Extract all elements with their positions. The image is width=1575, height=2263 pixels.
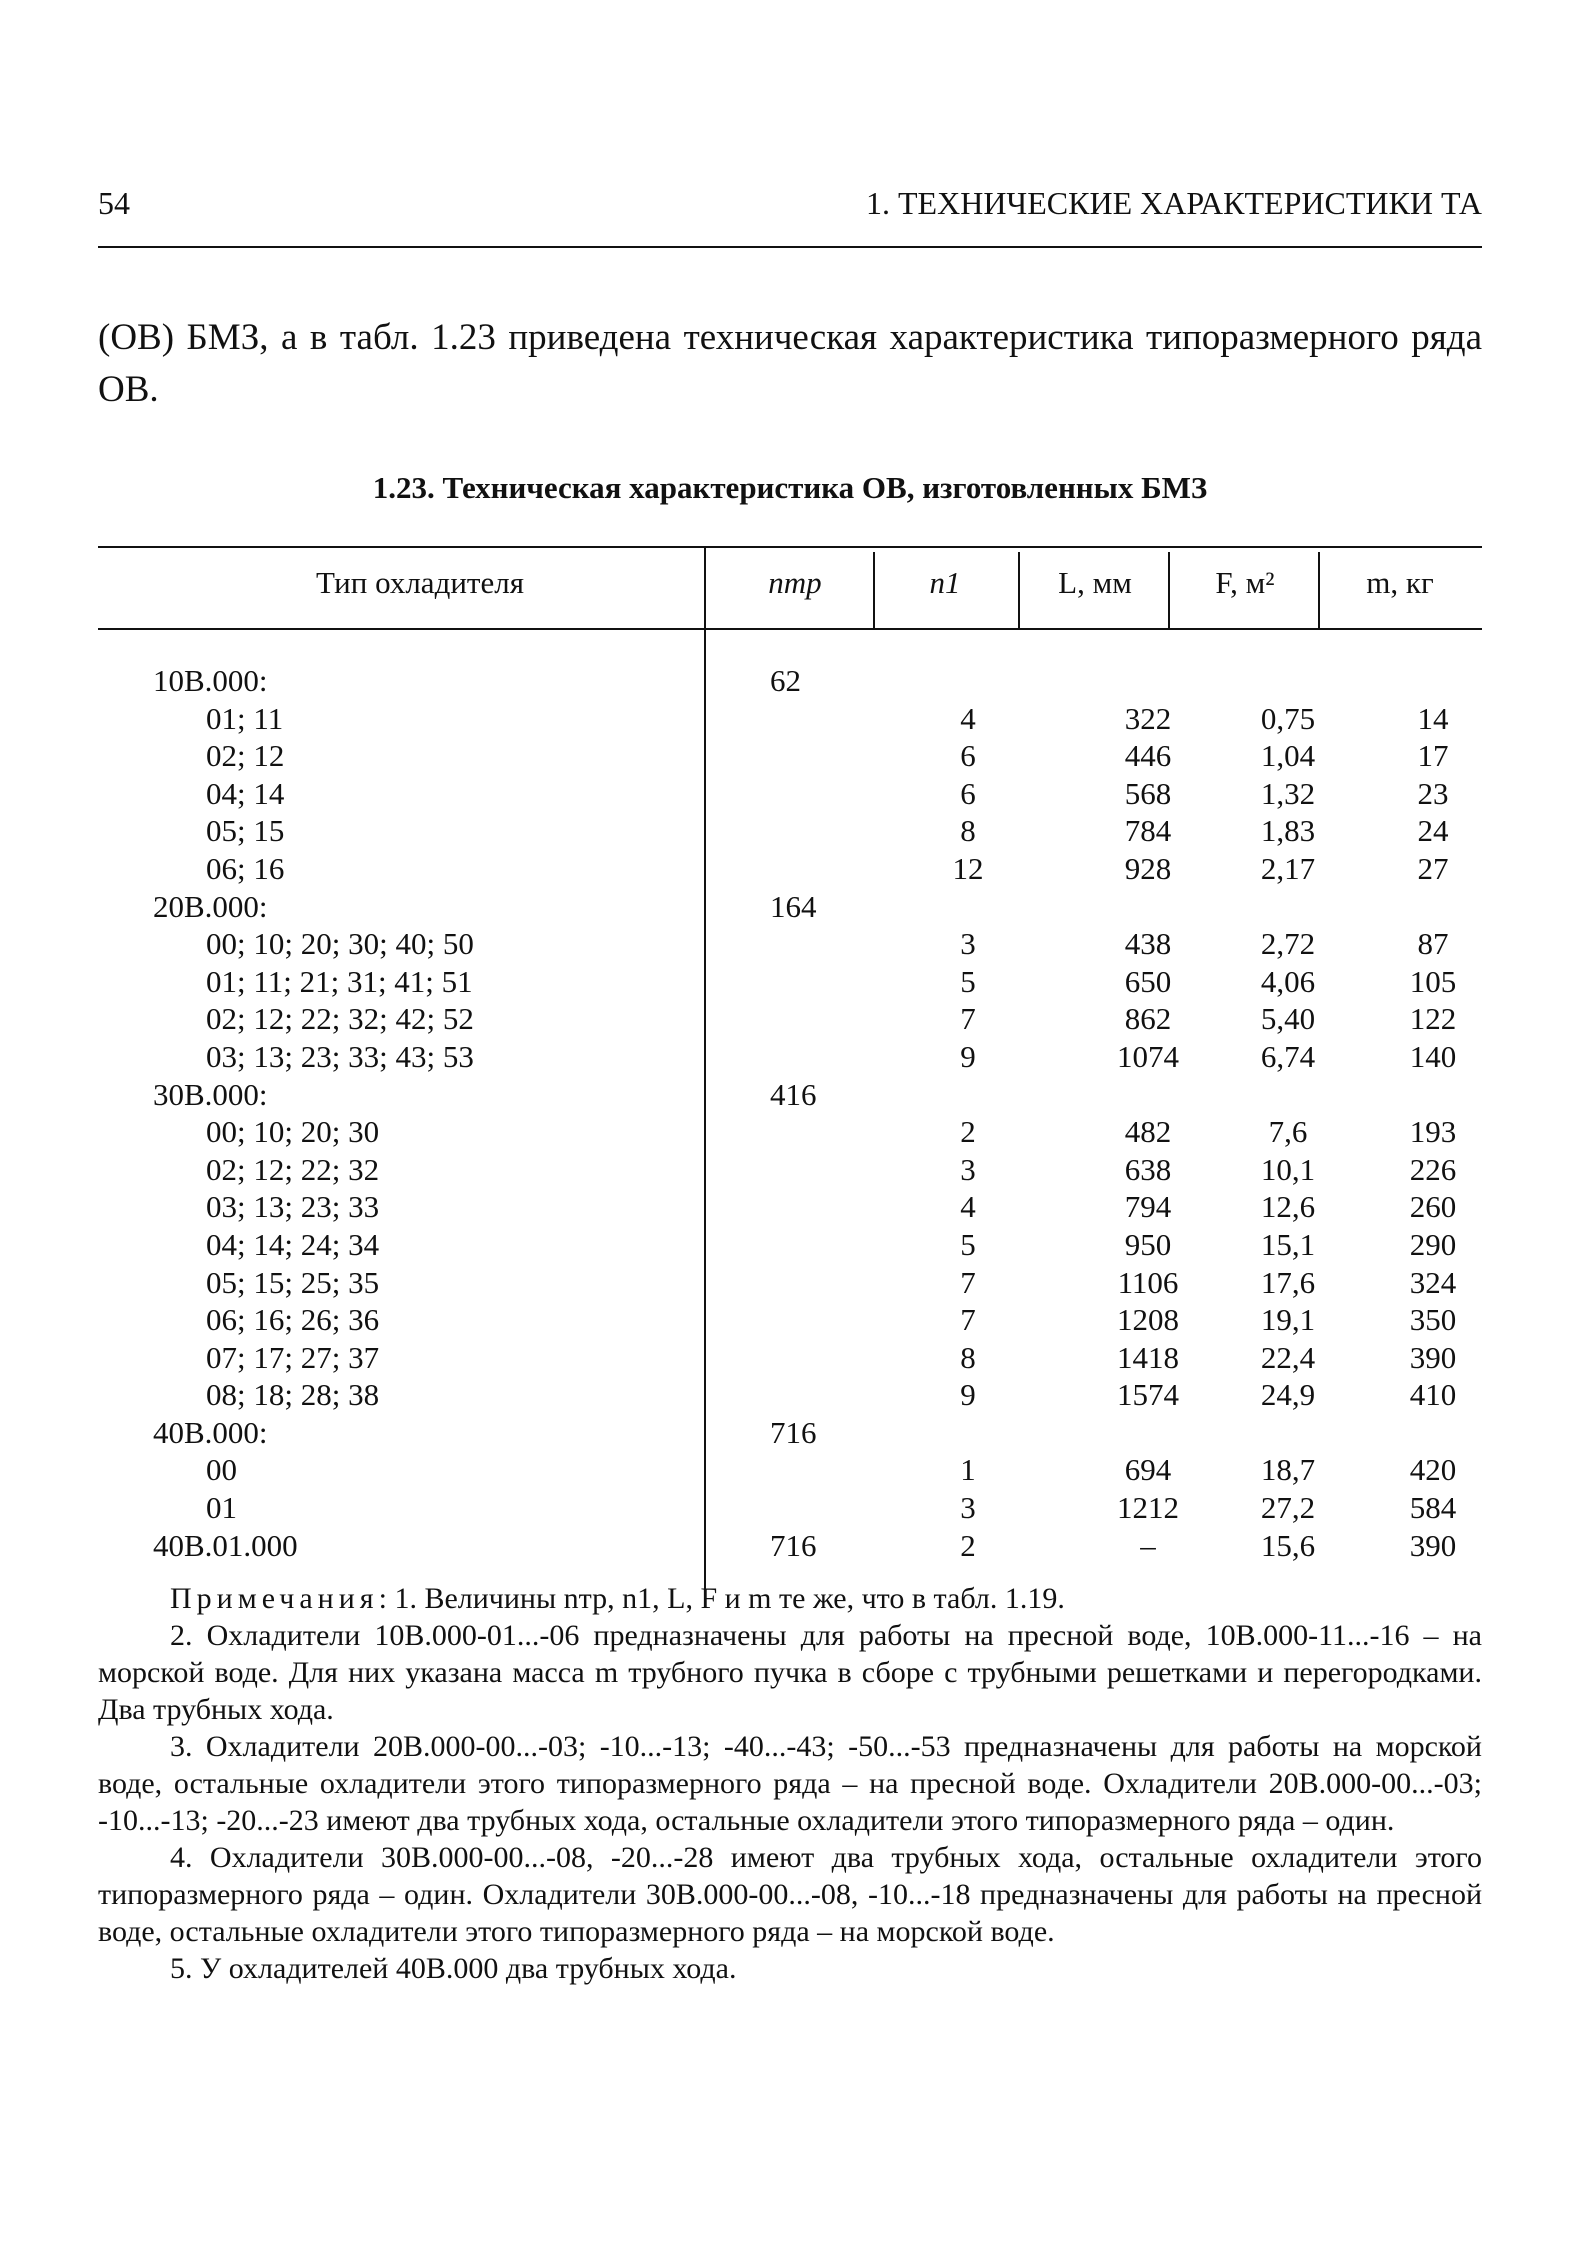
- cell-m: 324: [1409, 1264, 1457, 1300]
- cell-n1: 3: [960, 1490, 976, 1526]
- table-row: [98, 1489, 1482, 1527]
- cell-L: 1212: [1117, 1490, 1179, 1526]
- table-row: [98, 1000, 1482, 1038]
- cell-L: 1208: [1117, 1302, 1179, 1338]
- cell-m: 14: [1417, 700, 1449, 736]
- table-row: [98, 1076, 1482, 1114]
- cell-n1: 6: [960, 775, 976, 811]
- cell-type: 00; 10; 20; 30; 40; 50: [206, 926, 474, 962]
- note-2: 2. Охладители 10В.000-01...-06 предназначены для работы на пресной воде, 10В.000-11...-16 – на морской воде. Для них указана масса m трубного пучка в сборе с трубными решетками и перегородками. Два трубных хода.: [98, 1619, 1482, 1726]
- cell-type: 30В.000:: [153, 1076, 268, 1112]
- cell-F: 12,6: [1260, 1189, 1316, 1225]
- table-row: [98, 700, 1482, 738]
- note-3: 3. Охладители 20В.000-00...-03; -10...-13; -40...-43; -50...-53 предназначены для работы на морской воде, остальные охладители этого типоразмерного ряда – на пресной воде. Охладители 20В.000-00...-03; -10...-13; -20...-23 имеют два трубных хода, остальные охладители этого типоразмерного ряда – один.: [98, 1730, 1482, 1837]
- cell-F: 24,9: [1260, 1377, 1316, 1413]
- cell-type: 00: [206, 1452, 237, 1488]
- cell-type: 04; 14; 24; 34: [206, 1226, 380, 1262]
- table-row: [98, 1301, 1482, 1339]
- table-header-rule: [98, 628, 1482, 630]
- cell-F: 15,6: [1260, 1527, 1316, 1563]
- cell-ntr: 62: [770, 663, 801, 698]
- cell-n1: 2: [960, 1114, 976, 1150]
- cell-n1: 7: [960, 1264, 976, 1300]
- cell-F: 27,2: [1260, 1490, 1316, 1526]
- col-header-F: F, м²: [1215, 565, 1275, 600]
- cell-type: 06; 16; 26; 36: [206, 1302, 380, 1338]
- notes-section: [98, 1580, 1482, 1987]
- cell-m: 226: [1409, 1151, 1457, 1187]
- header-divider: [98, 246, 1482, 248]
- column-separator: [1318, 552, 1320, 628]
- note-4: 4. Охладители 30В.000-00...-08, -20...-28 имеют два трубных хода, остальные охладители этого типоразмерного ряда – один. Охладители 30В.000-00...-08, -10...-18 предназначены для работы на пресной воде, остальные охладители этого типоразмерного ряда – на морской воде.: [98, 1841, 1482, 1948]
- col-header-m: m, кг: [1366, 565, 1434, 600]
- cell-n1: 12: [952, 850, 984, 886]
- cell-F: 22,4: [1260, 1339, 1316, 1375]
- cell-F: 19,1: [1260, 1302, 1316, 1338]
- cell-L: 482: [1124, 1114, 1172, 1150]
- cell-n1: 6: [960, 738, 976, 774]
- cell-type: 06; 16: [206, 850, 285, 886]
- cell-type: 03; 13; 23; 33: [206, 1189, 380, 1225]
- cell-m: 27: [1417, 850, 1449, 886]
- cell-F: 2,17: [1260, 850, 1316, 886]
- cell-L: 1074: [1117, 1038, 1179, 1074]
- cell-m: 350: [1409, 1302, 1457, 1338]
- cell-type: 04; 14: [206, 775, 285, 811]
- table-row: [98, 662, 1482, 700]
- table-row: [98, 775, 1482, 813]
- cell-n1: 3: [960, 926, 976, 962]
- cell-F: 1,83: [1260, 813, 1316, 849]
- cell-type: 02; 12; 22; 32: [206, 1151, 380, 1187]
- cell-L: 1418: [1117, 1339, 1179, 1375]
- cell-F: 17,6: [1260, 1264, 1316, 1300]
- note-1: Примечания: 1. Величины nтр, n1, L, F и m те же, что в табл. 1.19.: [170, 1582, 1065, 1615]
- cell-L: 794: [1124, 1189, 1172, 1225]
- cell-L: 568: [1124, 775, 1172, 811]
- cell-F: 10,1: [1260, 1151, 1316, 1187]
- table-row: [98, 1038, 1482, 1076]
- cell-n1: 4: [960, 1189, 976, 1225]
- cell-L: 950: [1124, 1226, 1172, 1262]
- table-row: [98, 1451, 1482, 1489]
- table-caption: 1.23. Техническая характеристика ОВ, изготовленных БМЗ: [372, 470, 1208, 505]
- cell-F: 18,7: [1260, 1452, 1316, 1488]
- cell-type: 10В.000:: [153, 663, 268, 698]
- cell-n1: 2: [960, 1527, 976, 1563]
- running-title: 1. ТЕХНИЧЕСКИЕ ХАРАКТЕРИСТИКИ ТА: [866, 185, 1482, 221]
- cell-m: 193: [1409, 1114, 1457, 1150]
- cell-L: 1574: [1117, 1377, 1179, 1413]
- page-header: [98, 185, 1482, 222]
- col-header-L: L, мм: [1058, 565, 1132, 600]
- cell-F: 15,1: [1260, 1226, 1316, 1262]
- cell-m: 390: [1409, 1339, 1457, 1375]
- cell-L: 438: [1124, 926, 1172, 962]
- col-header-ntr: [740, 565, 850, 601]
- cell-n1: 5: [960, 1226, 976, 1262]
- col-header-type: Тип охладителя: [316, 565, 524, 600]
- cell-m: 87: [1417, 926, 1449, 962]
- cell-type: 02; 12: [206, 738, 285, 774]
- table-row: [98, 1226, 1482, 1264]
- cell-F: 1,04: [1260, 738, 1316, 774]
- note-5: 5. У охладителей 40В.000 два трубных хода.: [170, 1952, 737, 1985]
- table-row: [98, 963, 1482, 1001]
- cell-n1: 9: [960, 1377, 976, 1413]
- table-top-rule: [98, 546, 1482, 548]
- cell-type: 01; 11: [206, 700, 284, 736]
- table-row: [98, 925, 1482, 963]
- col-header-ntr-text: nтр: [768, 565, 822, 600]
- column-separator: [873, 552, 875, 628]
- cell-ntr: 716: [770, 1527, 817, 1563]
- cell-type: 08; 18; 28; 38: [206, 1377, 380, 1413]
- cell-type: 40В.000:: [153, 1414, 268, 1450]
- table-row: [98, 850, 1482, 888]
- note-1-text: 1. Величины nтр, n1, L, F и m те же, что в табл. 1.19.: [394, 1582, 1065, 1615]
- cell-n1: 8: [960, 1339, 976, 1375]
- column-separator: [1168, 552, 1170, 628]
- cell-n1: 7: [960, 1302, 976, 1338]
- cell-L: 638: [1124, 1151, 1172, 1187]
- table-row: [98, 1188, 1482, 1226]
- cell-type: 01; 11; 21; 31; 41; 51: [206, 963, 473, 999]
- cell-m: 584: [1409, 1490, 1457, 1526]
- table-row: [98, 1264, 1482, 1302]
- column-separator: [1018, 552, 1020, 628]
- cell-m: 24: [1417, 813, 1449, 849]
- table-row: [98, 1376, 1482, 1414]
- cell-type: 05; 15: [206, 813, 285, 849]
- cell-F: 6,74: [1260, 1038, 1316, 1074]
- cell-L: –: [1140, 1527, 1156, 1563]
- cell-m: 290: [1409, 1226, 1457, 1262]
- table-row: [98, 1151, 1482, 1189]
- cell-L: 784: [1124, 813, 1172, 849]
- cell-L: 322: [1124, 700, 1172, 736]
- intro-paragraph: (ОВ) БМЗ, а в табл. 1.23 приведена техническая характеристика типоразмерного ряда ОВ.: [98, 317, 1482, 410]
- cell-L: 1106: [1117, 1264, 1179, 1300]
- cell-F: 2,72: [1260, 926, 1316, 962]
- cell-n1: 3: [960, 1151, 976, 1187]
- cell-m: 17: [1417, 738, 1449, 774]
- cell-n1: 1: [960, 1452, 976, 1488]
- cell-type: 40В.01.000: [153, 1527, 298, 1563]
- cell-type: 05; 15; 25; 35: [206, 1264, 380, 1300]
- col-header-n1: [900, 565, 990, 601]
- cell-n1: 5: [960, 963, 976, 999]
- cell-n1: 9: [960, 1038, 976, 1074]
- table-body: [98, 662, 1482, 1564]
- cell-L: 694: [1124, 1452, 1172, 1488]
- table-row: [98, 812, 1482, 850]
- cell-L: 446: [1124, 738, 1172, 774]
- cell-m: 410: [1409, 1377, 1457, 1413]
- cell-L: 650: [1124, 963, 1172, 999]
- cell-L: 862: [1124, 1001, 1172, 1037]
- table-row: [98, 1113, 1482, 1151]
- table-row: [98, 888, 1482, 926]
- cell-F: 1,32: [1260, 775, 1316, 811]
- cell-type: 03; 13; 23; 33; 43; 53: [206, 1038, 474, 1074]
- cell-m: 420: [1409, 1452, 1457, 1488]
- cell-n1: 7: [960, 1001, 976, 1037]
- cell-m: 390: [1409, 1527, 1457, 1563]
- cell-n1: 4: [960, 700, 976, 736]
- cell-type: 20В.000:: [153, 888, 268, 924]
- cell-L: 928: [1124, 850, 1172, 886]
- cell-ntr: 716: [770, 1414, 817, 1450]
- cell-m: 105: [1409, 963, 1457, 999]
- cell-m: 260: [1409, 1189, 1457, 1225]
- table-row: [98, 1339, 1482, 1377]
- cell-m: 140: [1409, 1038, 1457, 1074]
- cell-type: 07; 17; 27; 37: [206, 1339, 380, 1375]
- cell-ntr: 416: [770, 1076, 817, 1112]
- cell-type: 00; 10; 20; 30: [206, 1114, 380, 1150]
- table-row: [98, 1527, 1482, 1565]
- cell-n1: 8: [960, 813, 976, 849]
- page-number: 54: [98, 185, 130, 221]
- col-header-n1-text: n1: [929, 565, 961, 600]
- notes-label: Примечания: [170, 1582, 379, 1615]
- cell-m: 23: [1417, 775, 1449, 811]
- cell-F: 4,06: [1260, 963, 1316, 999]
- cell-F: 5,40: [1260, 1001, 1316, 1037]
- cell-F: 0,75: [1260, 700, 1316, 736]
- cell-m: 122: [1409, 1001, 1457, 1037]
- cell-type: 01: [206, 1490, 237, 1526]
- cell-type: 02; 12; 22; 32; 42; 52: [206, 1001, 474, 1037]
- table-row: [98, 1414, 1482, 1452]
- table-row: [98, 737, 1482, 775]
- cell-ntr: 164: [770, 888, 817, 924]
- cell-F: 7,6: [1268, 1114, 1308, 1150]
